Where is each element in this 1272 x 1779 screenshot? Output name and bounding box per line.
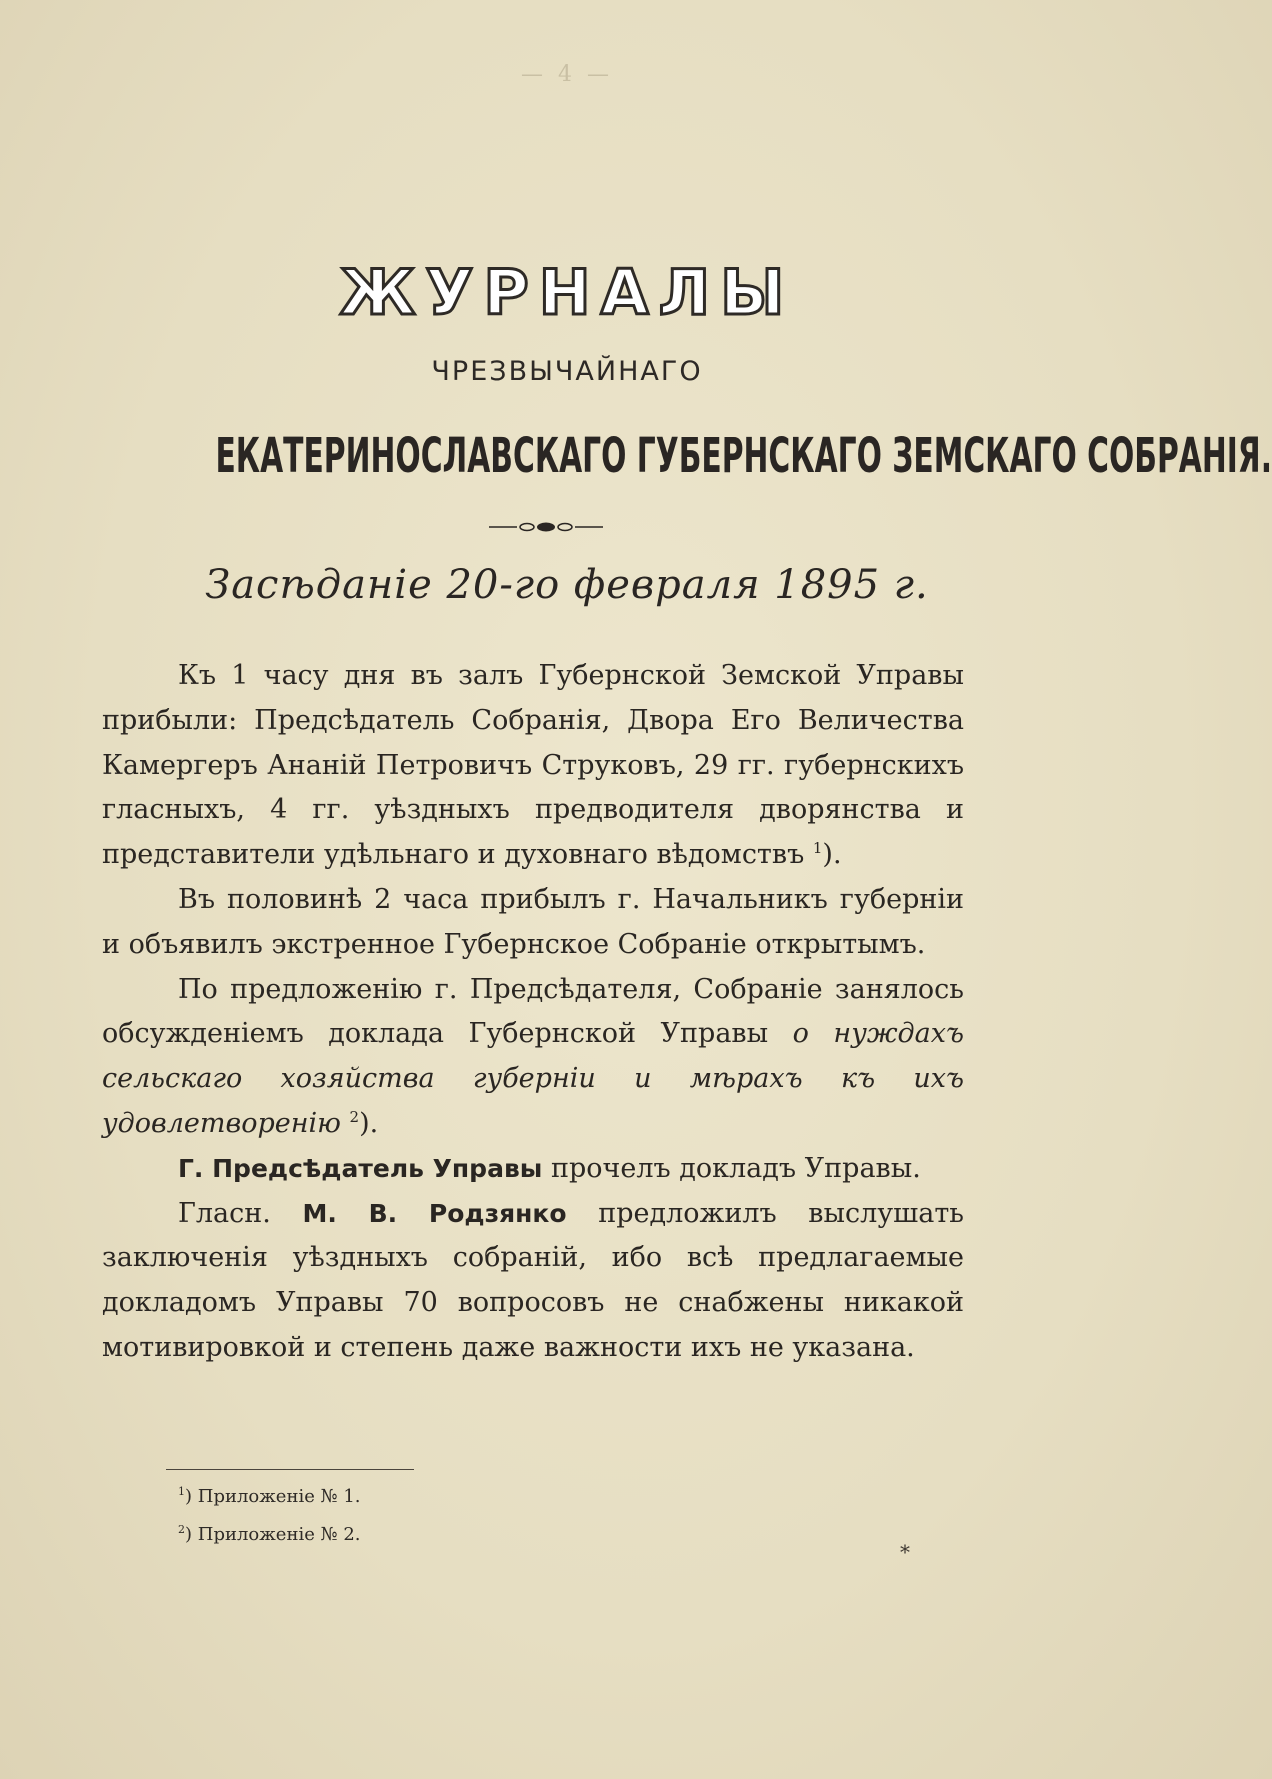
p5-lead: Гласн. [178,1197,271,1229]
footnotes [178,1475,361,1551]
footnote-text-2: ) Приложеніе № 2. [185,1524,361,1545]
signature-mark: * [900,1540,910,1564]
footnote-ref-1: 1 [812,839,823,858]
p5-bold: М. В. Родзянко [302,1198,567,1228]
footnote-rule [166,1469,414,1470]
footnote-2 [178,1513,361,1551]
paragraph-2 [102,878,964,968]
footnote-text-1: ) Приложеніе № 1. [185,1486,361,1507]
paragraph-4 [102,1147,964,1192]
p5-text: предложилъ выслушать заключенія уѣздныхъ собраній, ибо всѣ предлагаемые докладомъ Управы 70 вопросовъ не снабжены никакой мотивировкой и степень даже важности ихъ не указана. [102,1197,964,1363]
assembly-title: ЕКАТЕРИНОСЛАВСКАГО ГУБЕРНСКАГО ЗЕМСКАГО СОБРАНІЯ. [215,428,1272,484]
divider-ornament [487,520,605,534]
p3-end: ). [359,1107,379,1139]
footnote-mark-2: 2 [178,1523,185,1536]
p3-italic: о нуждахъ сельскаго хозяйства губерніи и мѣрахъ къ ихъ удовлетворенію [102,1018,964,1139]
journal-subtitle: ЧРЕЗВЫЧАЙНАГО [431,356,703,387]
footnote-mark-1: 1 [178,1485,185,1498]
p1-end: ). [822,839,842,871]
p4-text: прочелъ докладъ Управы. [550,1152,921,1184]
journal-title: ЖУРНАЛЫ [339,256,795,329]
paragraph-3 [102,968,964,1147]
page-number: — 4 — [521,62,613,87]
p4-bold: Г. Предсѣдатель Управы [178,1153,543,1183]
p1-text: Къ 1 часу дня въ залъ Губернской Земской Управы прибыли: Предсѣдатель Собранія, Двора Его Величества Камергеръ Ананій Петровичъ Струковъ, 29 гг. губернскихъ гласныхъ, 4 гг. уѣздныхъ предводителя дворянства и представители удѣльнаго и духовнаго вѣдомствъ [102,660,964,871]
paragraph-5 [102,1192,964,1371]
footnote-1 [178,1475,361,1513]
body-text [102,654,964,1371]
paragraph-1 [102,654,964,878]
session-heading: Засѣданіе 20-го февраля 1895 г. [205,562,929,608]
p2-text: Въ половинѣ 2 часа прибылъ г. Начальникъ губерніи и объявилъ экстренное Губернское Собраніе открытымъ. [102,883,964,960]
footnote-ref-2: 2 [349,1107,360,1126]
p3-text: По предложенію г. Предсѣдателя, Собраніе занялось обсужденіемъ доклада Губернской Управы [102,973,964,1050]
